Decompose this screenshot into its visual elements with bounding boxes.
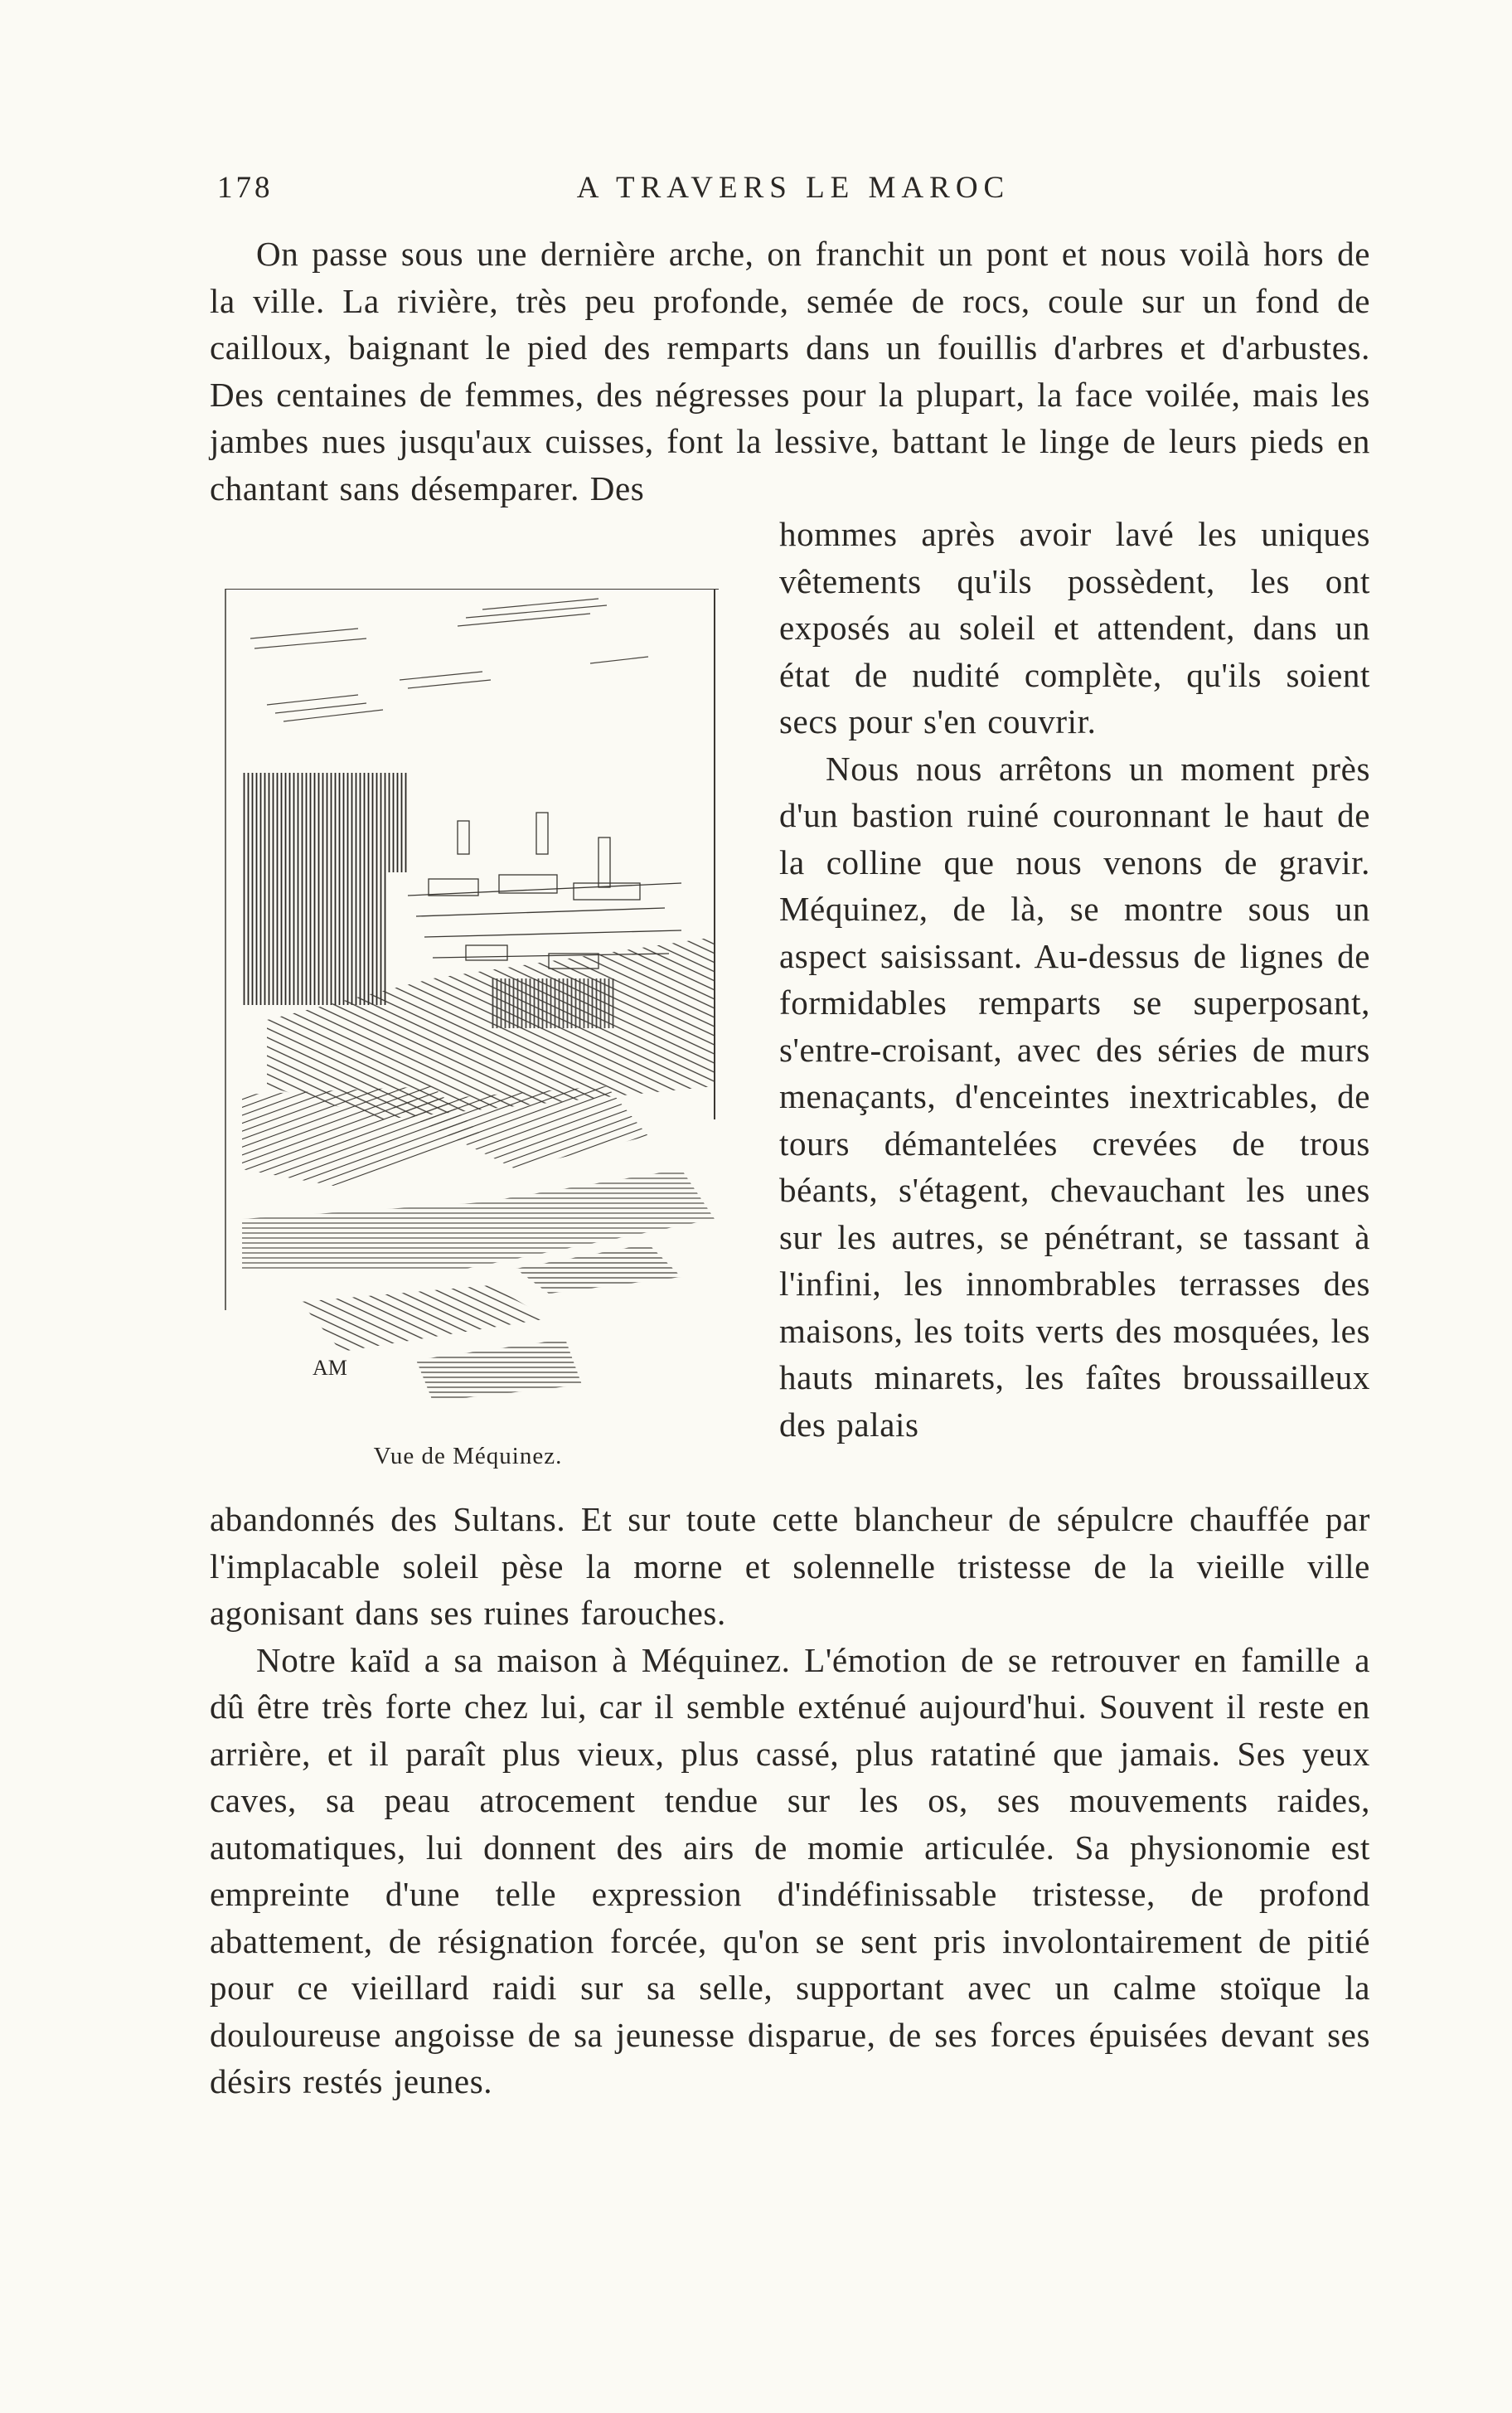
text-block-bottom [210,1496,1370,2105]
paragraph-3: Notre kaïd a sa maison à Méquinez. L'émotion de se retrouver en famille a dû être très forte chez lui, car il semble exténué aujourd'hui. Souvent il reste en arrière, et il paraît plus vieux, plus cassé, plus ratatiné que jamais. Ses yeux caves, sa peau atrocement tendue sur les os, ses mouvements raides, automatiques, lui donnent des airs de momie articulée. Sa physionomie est empreinte d'une telle expression d'indéfinissable tristesse, de profond abattement, de résignation forcée, qu'on se sent pris involontairement de pitié pour ce vieillard raidi sur sa selle, supportant avec un calme stoïque la douloureuse angoisse de sa jeunesse disparue, de ses forces épuisées devant ses désirs restés jeunes. [210,1640,1370,2100]
figure-caption: Vue de Méquinez. [373,1443,563,1469]
text-block-top [210,231,1370,512]
engraving-figure [217,589,719,1426]
paragraph-2-bottom: abandonnés des Sultans. Et sur toute cette blancheur de sépulcre chauffée par l'implacable soleil pèse la morne et solennelle tristesse de la vieille ville agonisant dans ses ruines farouches. [210,1500,1370,1632]
text-block-side [779,511,1370,1448]
paragraph-1-top: On passe sous une dernière arche, on franchit un pont et nous voilà hors de la ville. La rivière, très peu profonde, semée de rocs, coule sur un fond de cailloux, baignant le pied des remparts dans un fouillis d'arbres et d'arbustes. Des centaines de femmes, des négresses pour la plupart, la face voilée, mais les jambes nues jusqu'aux cuisses, font la lessive, battant le linge de leurs pieds en chantant sans désemparer. Des [210,235,1370,507]
paragraph-1-side: hommes après avoir lavé les uniques vêtements qu'ils possèdent, les ont exposés au soleil et attendent, dans un état de nudité complète, qu'ils soient secs pour s'en couvrir. [779,515,1370,740]
running-title: A TRAVERS LE MAROC [576,171,1010,205]
view-of-meknes-illustration [217,589,719,1426]
paragraph-2-side: Nous nous arrêtons un moment près d'un bastion ruiné couronnant le haut de la colline que nous venons de gravir. Méquinez, de là, se montre sous un aspect saisissant. Au-dessus de lignes de formidables remparts se superposant, s'entre-croisant, avec des séries de murs menaçants, d'enceintes inextricables, de tours démantelées crevées de trous béants, s'étagent, chevauchant les unes sur les autres, se pénétrant, se tassant à l'infini, les innombrables terrasses des maisons, les toits verts des mosquées, les hauts minarets, les faîtes broussailleux des palais [779,749,1370,1444]
running-head [217,170,1369,211]
sky [250,599,648,721]
city-buildings [408,813,681,969]
bastion-ruin [242,773,387,1005]
artist-signature: AM [313,1356,347,1380]
page-number: 178 [217,171,274,205]
